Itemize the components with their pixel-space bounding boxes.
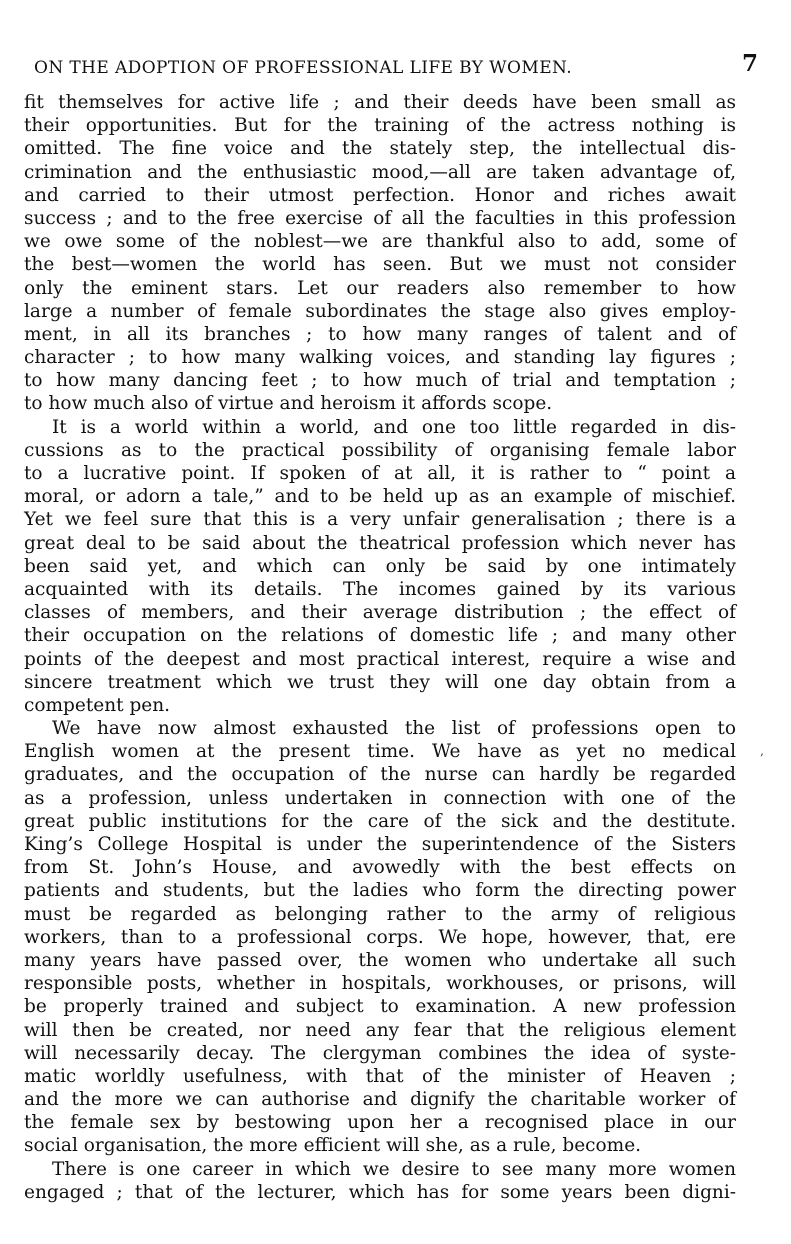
margin-mark: ‚ bbox=[760, 744, 764, 758]
text-line: be properly trained and subject to examination. A new profession bbox=[24, 996, 736, 1018]
text-line: the best—women the world has seen. But we must not consider bbox=[24, 254, 736, 276]
text-line: Yet we feel sure that this is a very unfair generalisation ; there is a bbox=[24, 509, 736, 531]
text-line: character ; to how many walking voices, and standing lay figures ; bbox=[24, 347, 736, 369]
text-line: competent pen. bbox=[24, 694, 171, 716]
body-text bbox=[24, 91, 736, 1204]
text-line: to a lucrative point. If spoken of at all, it is rather to “ point a bbox=[24, 463, 736, 484]
text-line: patients and students, but the ladies who form the directing power bbox=[24, 880, 736, 902]
text-line: their occupation on the relations of domestic life ; and many other bbox=[24, 625, 736, 647]
text-line: We have now almost exhausted the list of professions open to bbox=[52, 718, 736, 740]
text-line: and carried to their utmost perfection. Honor and riches await bbox=[24, 184, 736, 206]
text-line: and the more we can authorise and dignify the charitable worker of bbox=[24, 1089, 736, 1111]
text-line: many years have passed over, the women who undertake all such bbox=[24, 949, 736, 971]
text-line: from St. John’s House, and avowedly with the best effects on bbox=[24, 857, 736, 879]
text-line: great deal to be said about the theatrical profession which never has bbox=[24, 532, 736, 554]
text-line: crimination and the enthusiastic mood,—all are taken advantage of, bbox=[24, 161, 736, 183]
page-number: 7 bbox=[741, 50, 758, 77]
text-line: great public institutions for the care of the sick and the destitute. bbox=[24, 810, 736, 832]
text-line: will necessarily decay. The clergyman combines the idea of syste- bbox=[24, 1042, 736, 1064]
text-line: English women at the present time. We have as yet no medical bbox=[24, 741, 736, 763]
text-line: to how many dancing feet ; to how much of trial and temptation ; bbox=[24, 370, 736, 392]
text-line: to how much also of virtue and heroism it affords scope. bbox=[24, 393, 553, 415]
text-line: graduates, and the occupation of the nurse can hardly be regarded bbox=[24, 764, 736, 786]
text-line: their opportunities. But for the training of the actress nothing is bbox=[24, 115, 736, 137]
running-title: ON THE ADOPTION OF PROFESSIONAL LIFE BY WOMEN. bbox=[34, 58, 573, 78]
text-line: acquainted with its details. The incomes gained by its various bbox=[24, 578, 736, 600]
text-line: matic worldly usefulness, with that of the minister of Heaven ; bbox=[24, 1065, 736, 1087]
text-line: fit themselves for active life ; and their deeds have been small as bbox=[24, 92, 736, 113]
text-line: will then be created, nor need any fear that the religious element bbox=[24, 1019, 736, 1041]
text-line: large a number of female subordinates the stage also gives employ- bbox=[24, 300, 736, 322]
text-line: responsible posts, whether in hospitals, workhouses, or prisons, will bbox=[24, 973, 736, 995]
text-line: social organisation, the more efficient will she, as a rule, become. bbox=[24, 1135, 642, 1157]
text-line: must be regarded as belonging rather to the army of religious bbox=[24, 903, 736, 925]
text-line: ment, in all its branches ; to how many ranges of talent and of bbox=[24, 323, 736, 345]
page-header bbox=[34, 50, 764, 82]
text-line: There is one career in which we desire to see many more women bbox=[52, 1158, 736, 1180]
text-line: the female sex by bestowing upon her a recognised place in our bbox=[24, 1112, 736, 1134]
text-line: moral, or adorn a tale,” and to be held up as an example of mischief. bbox=[24, 486, 736, 508]
text-line: King’s College Hospital is under the superintendence of the Sisters bbox=[24, 834, 736, 855]
text-line: cussions as to the practical possibility of organising female labor bbox=[24, 439, 736, 461]
text-line: success ; and to the free exercise of all the faculties in this profession bbox=[24, 207, 736, 229]
text-line: been said yet, and which can only be said by one intimately bbox=[24, 555, 736, 577]
text-line: classes of members, and their average distribution ; the effect of bbox=[24, 602, 736, 624]
text-line: only the eminent stars. Let our readers also remember to how bbox=[24, 277, 736, 299]
text-line: omitted. The fine voice and the stately step, the intellectual dis- bbox=[24, 138, 736, 160]
text-line: points of the deepest and most practical interest, require a wise and bbox=[24, 648, 736, 670]
text-line: It is a world within a world, and one too little regarded in dis- bbox=[52, 416, 736, 438]
text-line: we owe some of the noblest—we are thankful also to add, some of bbox=[24, 231, 736, 253]
text-line: engaged ; that of the lecturer, which has for some years been digni- bbox=[24, 1181, 736, 1203]
text-line: sincere treatment which we trust they will one day obtain from a bbox=[24, 671, 736, 693]
text-line: workers, than to a professional corps. We hope, however, that, ere bbox=[24, 926, 736, 948]
text-line: as a profession, unless undertaken in connection with one of the bbox=[24, 787, 736, 809]
